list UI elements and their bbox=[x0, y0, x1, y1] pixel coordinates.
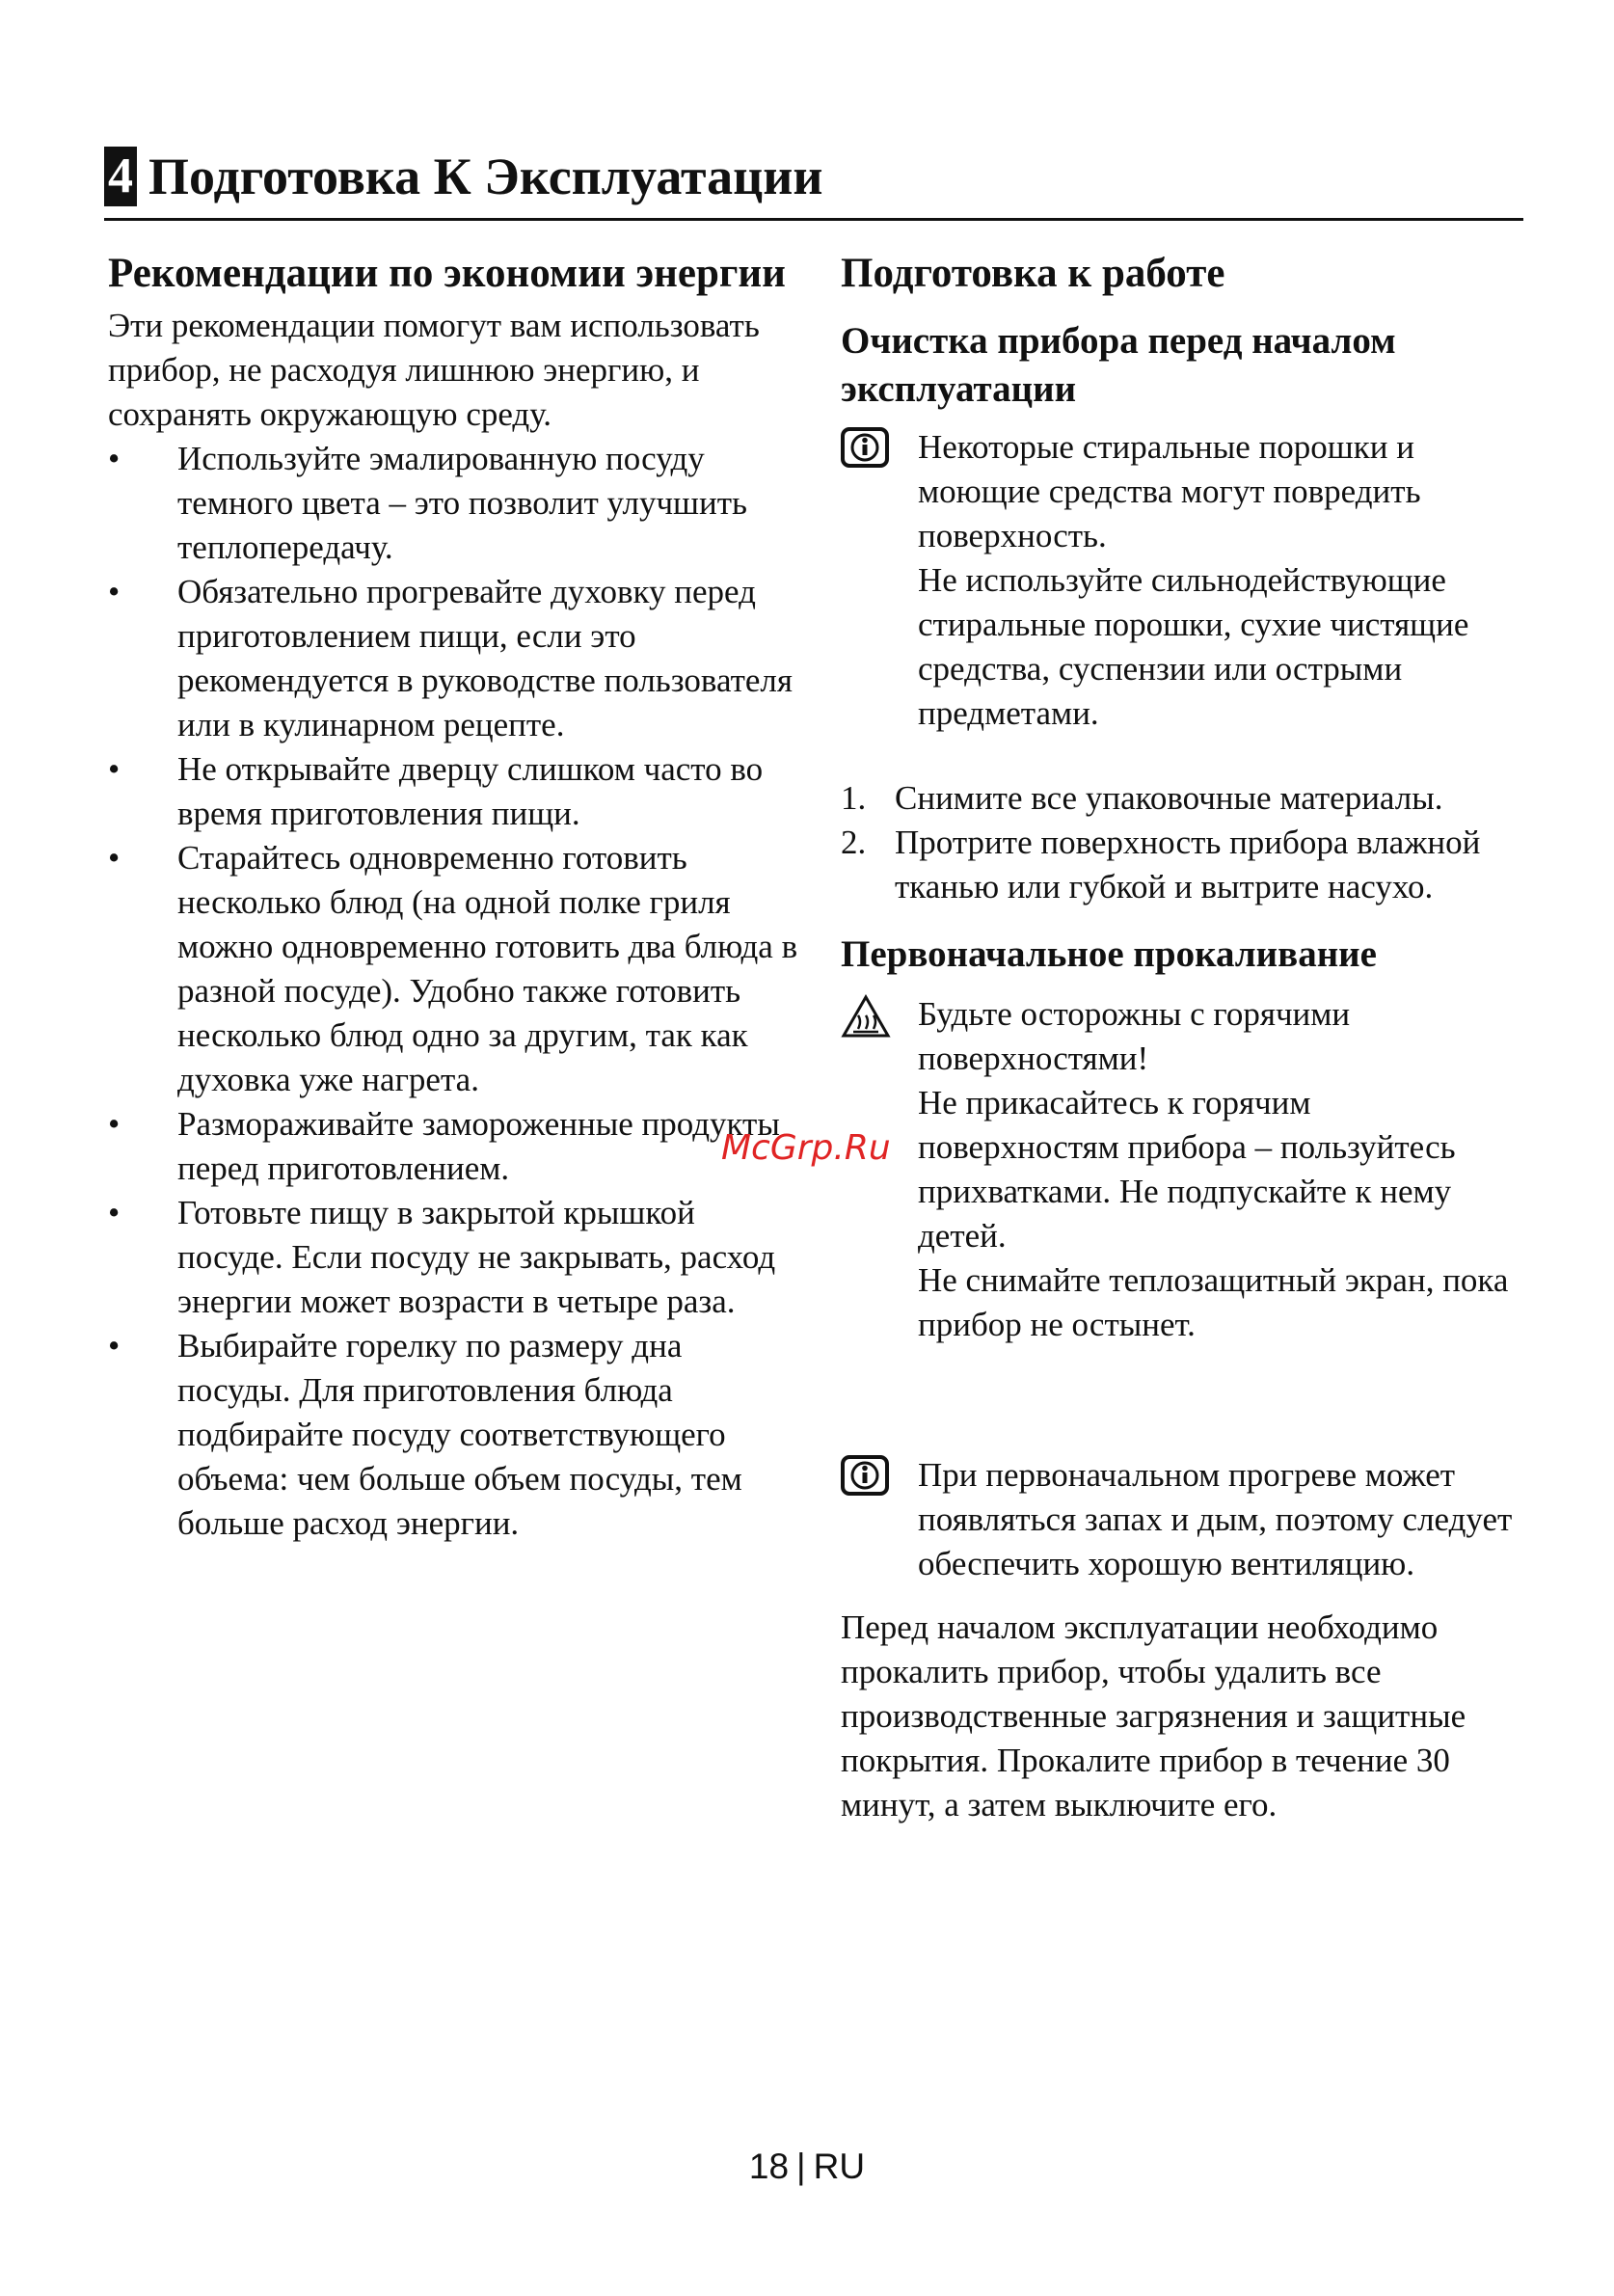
bullet-marker: • bbox=[108, 573, 121, 610]
step-text: Снимите все упаковочные материалы. bbox=[895, 779, 1443, 817]
chapter-title-text: Подготовка К Эксплуатации bbox=[148, 148, 823, 205]
step-number: 1. bbox=[841, 779, 867, 817]
ventilation-note bbox=[841, 1453, 1520, 1586]
header-divider bbox=[104, 218, 1523, 221]
page-footer bbox=[0, 2146, 1614, 2188]
list-item bbox=[108, 570, 802, 747]
burn-in-instructions: Перед началом эксплуатации необходимо прокалить прибор, чтобы удалить все производственные загрязнения и защитные покрытия. Прокалите прибор в течение 30 минут, а затем выключите его. bbox=[841, 1608, 1466, 1823]
list-item-text: Старайтесь одновременно готовить несколько блюд (на одной полке гриля можно одновременно готовить два блюда в разной посуде). Удобно также готовить несколько блюд одно за другим, так как духовка уже нагрета. bbox=[177, 839, 798, 1098]
list-item-text: Обязательно прогревайте духовку перед приготовлением пищи, если это рекомендуется в руководстве пользователя или в кулинарном рецепте. bbox=[177, 573, 793, 743]
left-column bbox=[108, 248, 802, 1546]
bullet-marker: • bbox=[108, 1327, 121, 1364]
list-item-text: Используйте эмалированную посуду темного цвета – это позволит улучшить теплопередачу. bbox=[177, 440, 747, 566]
right-column bbox=[841, 248, 1520, 1827]
cleaning-steps bbox=[841, 776, 1520, 909]
ventilation-note-text: При первоначальном прогреве может появляться запах и дым, поэтому следует обеспечить хорошую вентиляцию. bbox=[918, 1456, 1513, 1582]
cleaning-note bbox=[841, 425, 1520, 736]
list-item-text: Размораживайте замороженные продукты перед приготовлением. bbox=[177, 1105, 780, 1187]
list-item bbox=[108, 836, 802, 1102]
chapter-number: 4 bbox=[104, 147, 137, 206]
warning-icon bbox=[841, 994, 891, 1050]
list-item bbox=[108, 1324, 802, 1546]
info-icon bbox=[841, 1455, 891, 1507]
hot-surface-warning bbox=[841, 992, 1520, 1347]
list-item bbox=[108, 1191, 802, 1324]
list-item-text: Выбирайте горелку по размеру дна посуды. Для приготовления блюда подбирайте посуду соответствующего объема: чем больше объем посуды, тем больше расход энергии. bbox=[177, 1327, 742, 1542]
chapter-title bbox=[104, 145, 1523, 208]
energy-saving-title: Рекомендации по экономии энергии bbox=[108, 251, 786, 296]
step-item bbox=[841, 821, 1520, 909]
cleaning-title: Очистка прибора перед началом эксплуатации bbox=[841, 320, 1396, 410]
info-icon bbox=[841, 427, 891, 479]
chapter-header bbox=[104, 145, 1523, 221]
bullet-marker: • bbox=[108, 839, 121, 877]
energy-saving-intro: Эти рекомендации помогут вам использовать прибор, не расходуя лишнюю энергию, и сохранять окружающую среду. bbox=[108, 307, 760, 433]
footer-separator: | bbox=[796, 2147, 806, 2186]
energy-tips-list bbox=[108, 437, 802, 1546]
step-text: Протрите поверхность прибора влажной тканью или губкой и вытрите насухо. bbox=[895, 824, 1481, 905]
bullet-marker: • bbox=[108, 1194, 121, 1231]
step-number: 2. bbox=[841, 824, 867, 861]
bullet-marker: • bbox=[108, 440, 121, 477]
page-language: RU bbox=[813, 2147, 866, 2186]
preparation-title: Подготовка к работе bbox=[841, 251, 1225, 296]
page-number: 18 bbox=[748, 2147, 790, 2186]
list-item bbox=[108, 437, 802, 570]
list-item bbox=[108, 747, 802, 836]
bullet-marker: • bbox=[108, 1105, 121, 1143]
bullet-marker: • bbox=[108, 750, 121, 788]
step-item bbox=[841, 776, 1520, 821]
burn-in-title: Первоначальное прокаливание bbox=[841, 933, 1377, 975]
list-item-text: Не открывайте дверцу слишком часто во время приготовления пищи. bbox=[177, 750, 764, 832]
watermark: McGrp.Ru bbox=[721, 1128, 891, 1168]
list-item-text: Готовьте пищу в закрытой крышкой посуде. Если посуду не закрывать, расход энергии может возрасти в четыре раза. bbox=[177, 1194, 776, 1320]
hot-surface-warning-text: Будьте осторожны с горячими поверхностями! Не прикасайтесь к горячим поверхностям прибора – пользуйтесь прихватками. Не подпускайте к нему детей. Не снимайте теплозащитный экран, пока прибор не остынет. bbox=[918, 995, 1509, 1343]
cleaning-note-text: Некоторые стиральные порошки и моющие средства могут повредить поверхность. Не используйте сильнодействующие стиральные порошки, сухие чистящие средства, суспензии или острыми предметами. bbox=[918, 428, 1469, 732]
list-item bbox=[108, 1102, 802, 1191]
